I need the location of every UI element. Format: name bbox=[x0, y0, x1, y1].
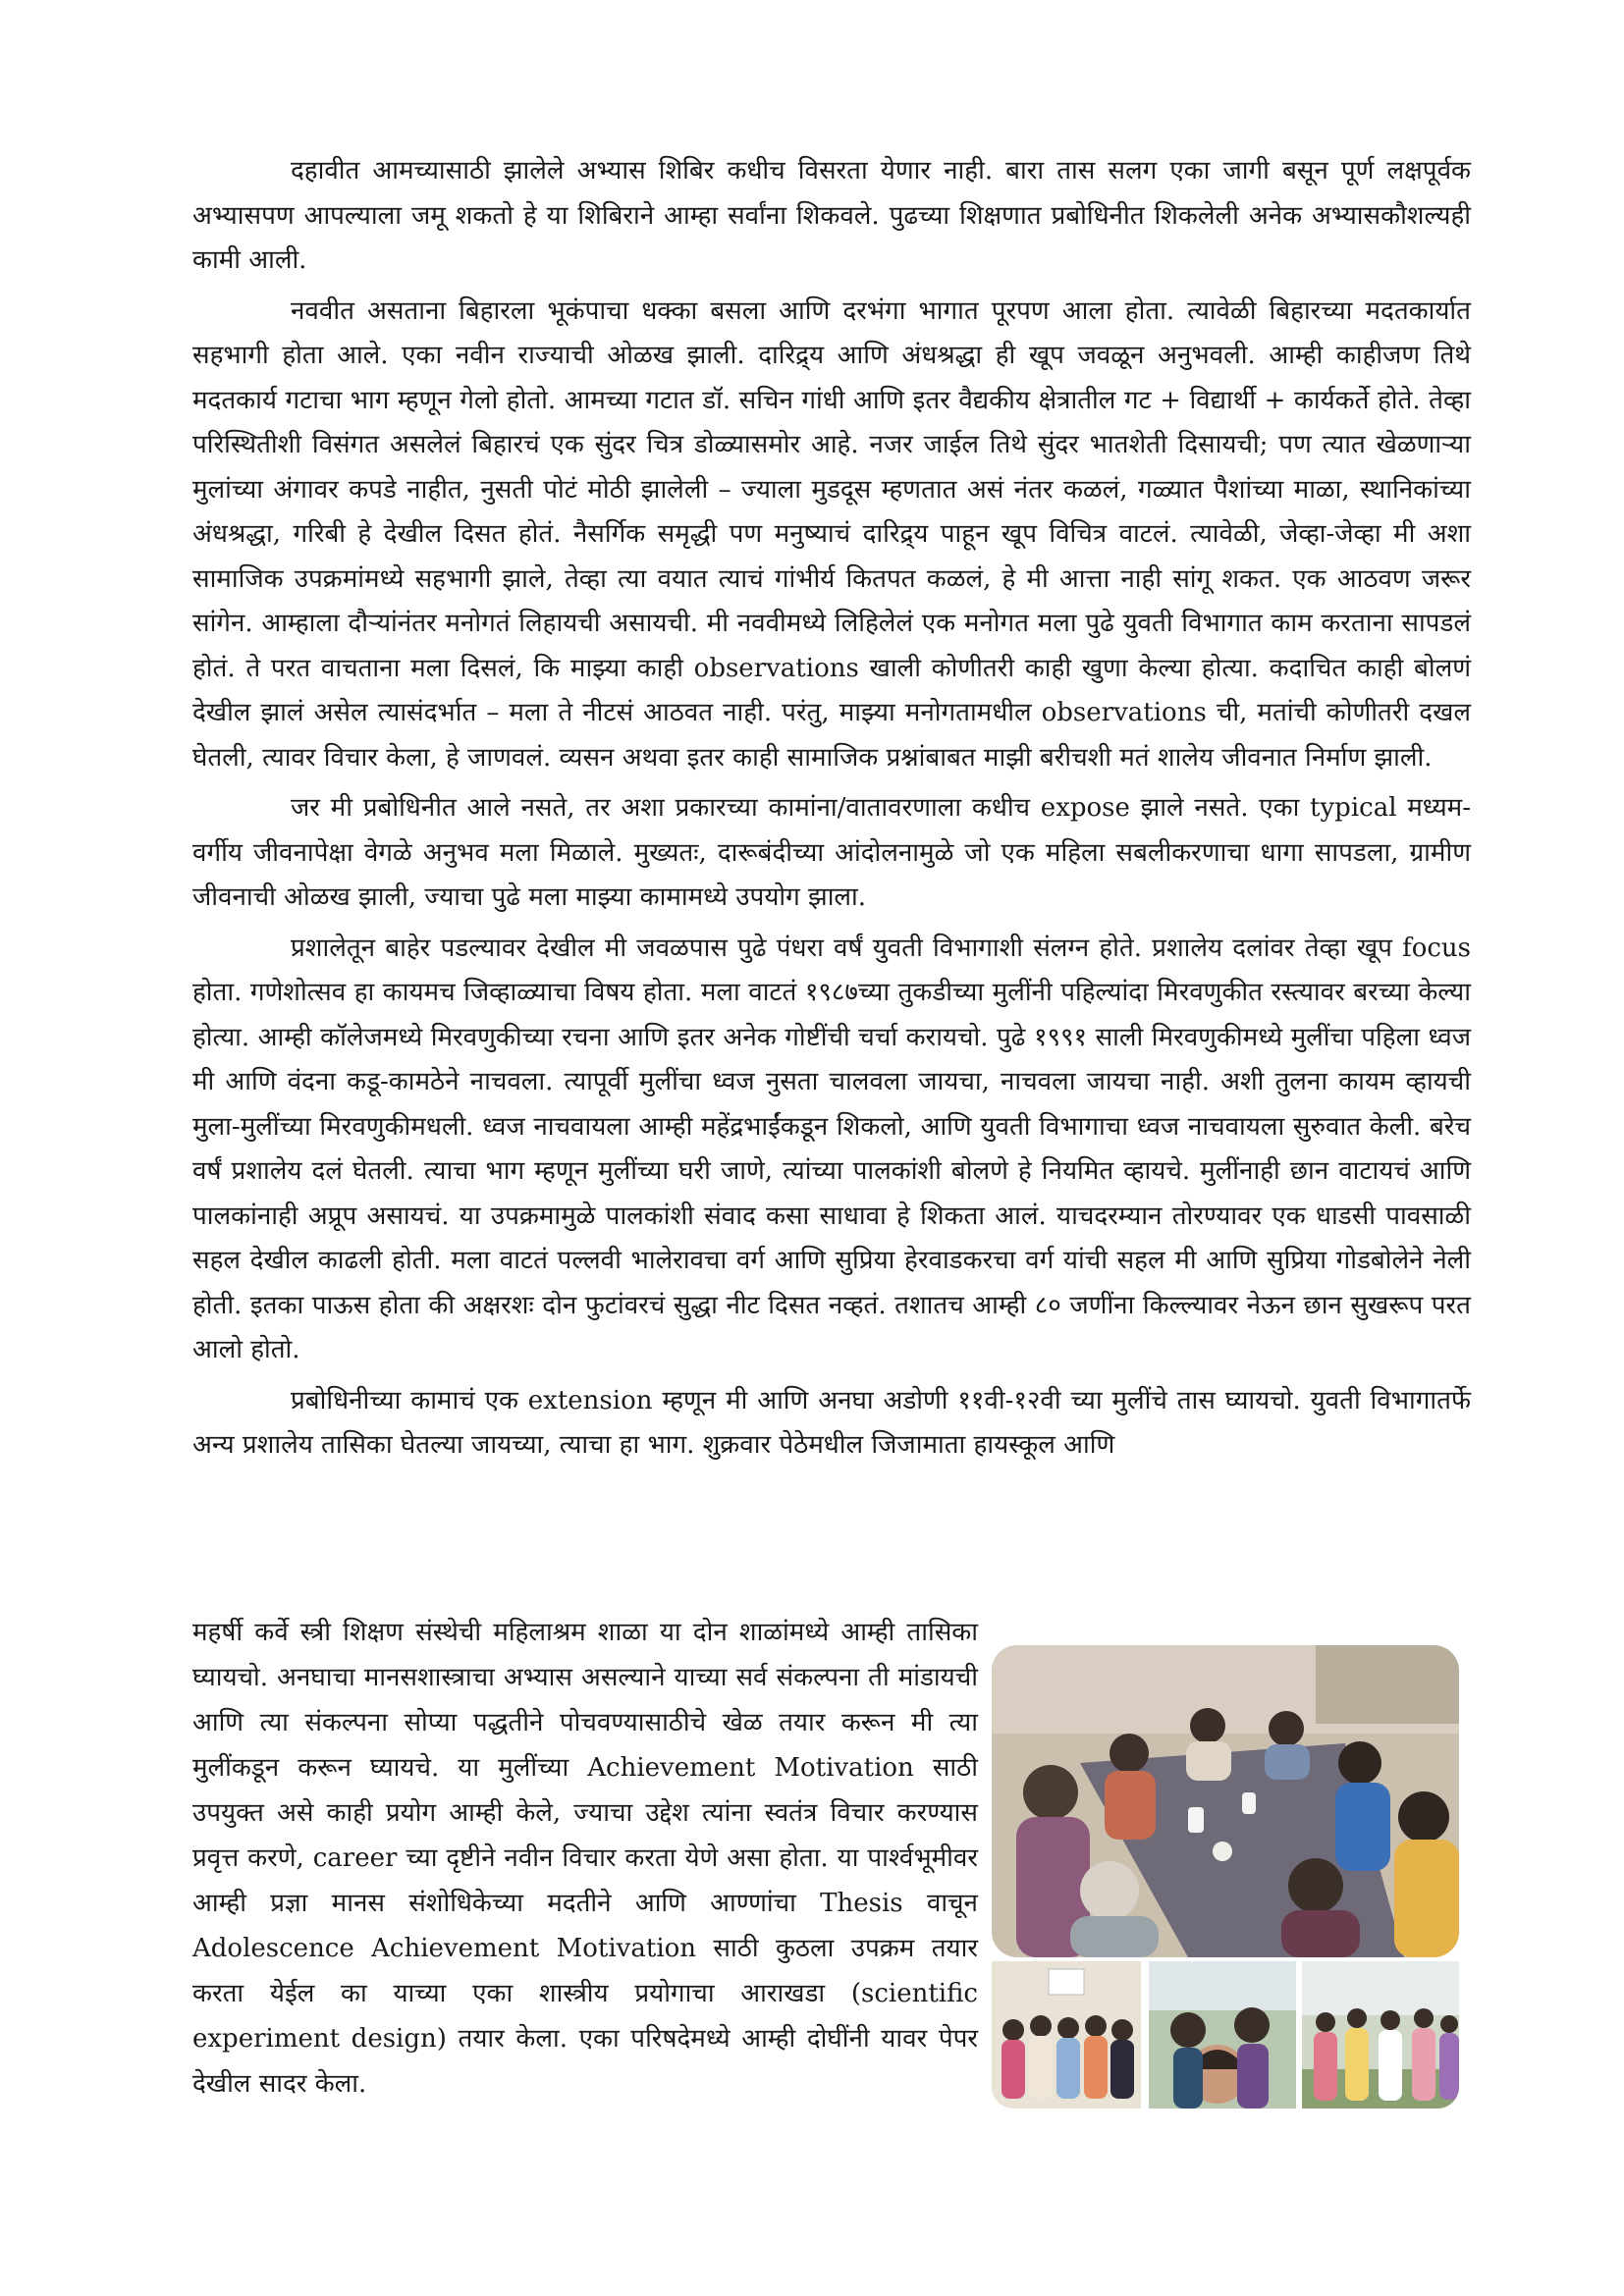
outdoor-group-photo bbox=[1302, 1961, 1459, 2109]
paragraph-achievement-motivation: महर्षी कर्वे स्त्री शिक्षण संस्थेची महिलाश्रम शाळा या दोन शाळांमध्ये आम्ही तासिका घ्यायचो. अनघाचा मानसशास्त्राचा अभ्यास असल्याने याच्या सर्व संकल्पना ती मांडायची आणि त्या संकल्पना सोप्या पद्धतीने पोचवण्यासाठीचे खेळ तयार करून मी त्या मुलींकडून करून घ्यायचे. या मुलींच्या Achievement Motivation साठी उपयुक्त असे काही प्रयोग आम्ही केले, ज्याचा उद्देश त्यांना स्वतंत्र विचार करण्यास प्रवृत्त करणे, career च्या दृष्टीने नवीन विचार करता येणे असा होता. या पार्श्वभूमीवर आम्ही प्रज्ञा मानस संशोधिकेच्या मदतीने आणि आण्णांचा Thesis वाचून Adolescence Achievement Motivation साठी कुठला उपक्रम तयार करता येईल का याच्या एका शास्त्रीय प्रयोगाचा आराखडा (scientific experiment design) तयार केला. एका परिषदेमध्ये आम्ही दोघींनी यावर पेपर देखील सादर केला. bbox=[192, 1618, 978, 2099]
paragraph-yuvati-vibhag: प्रशालेतून बाहेर पडल्यावर देखील मी जवळपास पुढे पंधरा वर्षं युवती विभागाशी संलग्न होते. प्रशालेय दलांवर तेव्हा खूप focus होता. गणेशोत्सव हा कायमच जिव्हाळ्याचा विषय होता. मला वाटतं १९८७च्या तुकडीच्या मुलींनी पहिल्यांदा मिरवणुकीत रस्त्यावर बरच्या केल्या होत्या. आम्ही कॉलेजमध्ये मिरवणुकीच्या रचना आणि इतर अनेक गोष्टींची चर्चा करायचो. पुढे १९९१ साली मिरवणुकीमध्ये मुलींचा पहिला ध्वज मी आणि वंदना कडू-कामठेने नाचवला. त्यापूर्वी मुलींचा ध्वज नुसता चालवला जायचा, नाचवला जायचा नाही. अशी तुलना कायम व्हायची मुला-मुलींच्या मिरवणुकीमधली. ध्वज नाचवायला आम्ही महेंद्रभाईंकडून शिकलो, आणि युवती विभागाचा ध्वज नाचवायला सुरुवात केली. बरेच वर्षं प्रशालेय दलं घेतली. त्याचा भाग म्हणून मुलींच्या घरी जाणे, त्यांच्या पालकांशी बोलणे हे नियमित व्हायचे. मुलींनाही छान वाटायचं आणि पालकांनाही अप्रूप असायचं. या उपक्रमामुळे पालकांशी संवाद कसा साधावा हे शिकता आलं. याचदरम्यान तोरण्यावर एक धाडसी पावसाळी सहल देखील काढली होती. मला वाटतं पल्लवी भालेरावचा वर्ग आणि सुप्रिया हेरवाडकरचा वर्ग यांची सहल मी आणि सुप्रिया गोडबोलेने नेली होती. इतका पाऊस होता की अक्षरशः दोन फुटांवरचं सुद्धा नीट दिसत नव्हतं. तशातच आम्ही ८० जणींना किल्ल्यावर नेऊन छान सुखरूप परत आलो होतो. bbox=[192, 933, 1472, 1364]
paragraph-exposure: जर मी प्रबोधिनीत आले नसते, तर अशा प्रकारच्या कामांना/वातावरणाला कधीच expose झाले नसते. एका typical मध्यम-वर्गीय जीवनापेक्षा वेगळे अनुभव मला मिळाले. मुख्यतः, दारूबंदीच्या आंदोलनामुळे जो एक महिला सबलीकरणाचा धागा सापडला, ग्रामीण जीवनाची ओळख झाली, ज्याचा पुढे मला माझ्या कामामध्ये उपयोग झाला. bbox=[192, 793, 1471, 912]
selfie-photo bbox=[1149, 1961, 1296, 2109]
body-text bbox=[192, 149, 1471, 1468]
paragraph-extension: प्रबोधिनीच्या कामाचं एक extension म्हणून मी आणि अनघा अडोणी ११वी-१२वी च्या मुलींचे तास घ्यायचो. युवती विभागातर्फे अन्य प्रशालेय तासिका घेतल्या जायच्या, त्याचा हा भाग. शुक्रवार पेठेमधील जिजामाता हायस्कूल आणि bbox=[192, 1385, 1471, 1460]
paragraph-study-camp: दहावीत आमच्यासाठी झालेले अभ्यास शिबिर कधीच विसरता येणार नाही. बारा तास सलग एका जागी बसून पूर्ण लक्षपूर्वक अभ्यासपण आपल्याला जमू शकतो हे या शिबिराने आम्हा सर्वांना शिकवले. पुढच्या शिक्षणात प्रबोधिनीत शिकलेली अनेक अभ्यासकौशल्यही कामी आली. bbox=[192, 156, 1471, 275]
paragraph-bihar-relief: नववीत असताना बिहारला भूकंपाचा धक्का बसला आणि दरभंगा भागात पूरपण आला होता. त्यावेळी बिहारच्या मदतकार्यात सहभागी होता आले. एका नवीन राज्याची ओळख झाली. दारिद्र्य आणि अंधश्रद्धा ही खूप जवळून अनुभवली. आम्ही काहीजण तिथे मदतकार्य गटाचा भाग म्हणून गेलो होतो. आमच्या गटात डॉ. सचिन गांधी आणि इतर वैद्यकीय क्षेत्रातील गट + विद्यार्थी + कार्यकर्ते होते. तेव्हा परिस्थितीशी विसंगत असलेलं बिहारचं एक सुंदर चित्र डोळ्यासमोर आहे. नजर जाईल तिथे सुंदर भातशेती दिसायची; पण त्यात खेळणाऱ्या मुलांच्या अंगावर कपडे नाहीत, नुसती पोटं मोठी झालेली – ज्याला मुडदूस म्हणतात असं नंतर कळलं, गळ्यात पैशांच्या माळा, स्थानिकांच्या अंधश्रद्धा, गरिबी हे देखील दिसत होतं. नैसर्गिक समृद्धी पण मनुष्याचं दारिद्र्य पाहून खूप विचित्र वाटलं. त्यावेळी, जेव्हा-जेव्हा मी अशा सामाजिक उपक्रमांमध्ये सहभागी झाले, तेव्हा त्या वयात त्याचं गांभीर्य कितपत कळलं, हे मी आत्ता नाही सांगू शकत. एक आठवण जरूर सांगेन. आम्हाला दौऱ्यांनंतर मनोगतं लिहायची असायची. मी नववीमध्ये लिहिलेलं एक मनोगत मला पुढे युवती विभागात काम करताना सापडलं होतं. ते परत वाचताना मला दिसलं, कि माझ्या काही observations खाली कोणीतरी काही खुणा केल्या होत्या. कदाचित काही बोलणं देखील झालं असेल त्यासंदर्भात – मला ते नीटसं आठवत नाही. परंतु, माझ्या मनोगतामधील observations ची, मतांची कोणीतरी दखल घेतली, त्यावर विचार केला, हे जाणवलं. व्यसन अथवा इतर काही सामाजिक प्रश्नांबाबत माझी बरीचशी मतं शालेय जीवनात निर्माण झाली. bbox=[192, 295, 1471, 773]
group-photo-indoor bbox=[992, 1961, 1141, 2109]
wrapped-text-block bbox=[192, 1610, 978, 2107]
group-meeting-photo bbox=[992, 1645, 1459, 1957]
